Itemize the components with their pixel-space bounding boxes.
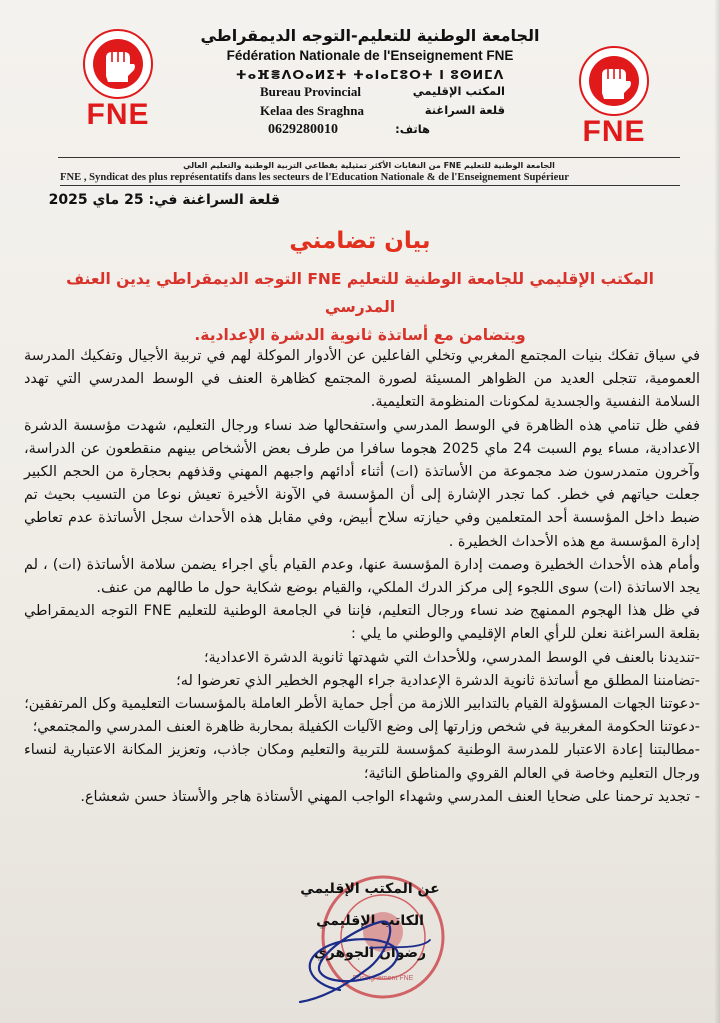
logo-text: FNE: [582, 115, 646, 148]
city-fr: Kelaa des Sraghna: [260, 103, 365, 118]
document-title: بيان تضامني: [289, 228, 431, 254]
letterhead: [190, 26, 550, 140]
document-body: [24, 345, 700, 809]
arabic-title: الجامعة الوطنية للتعليم-التوجه الديمقراطي: [200, 26, 540, 45]
paragraph-incident: ففي ظل تنامي هذه الظاهرة في الوسط المدرسي واستفحالها ضد نساء ورجال التعليم، شهدت مؤسسة الدشرة الاعدادية، مساء يوم السبت 24 ماي 2025 هجوما سافرا من طرف بعض الأشخاص بينهم منقطعون عن الدراسة، وآخرون متمدرسون ضد مجموعة من الأساتذة (ات) أثناء أدائهم واجبهم المهني وقذفهم بحجارة من الحجم الكبير جعلت حياتهم في خطر. كما تجدر الإشارة إلى أن المؤسسة في الآونة الأخيرة تعيش نوعا من التسيب بحيث تم ضبط داخل المؤسسة أحد المتعلمين وفي حيازته سلاح أبيض، وفي مقابل هذه الأحداث سجل الأساتذة عدم تعاطي إدارة المؤسسة مع هذه الأحداث الخطيرة .: [24, 417, 701, 550]
header-rule-arabic: الجامعة الوطنية للتعليم FNE من النقابات الأكثر تمثيلية بقطاعي التربية الوطنية والتعليم العالي: [58, 157, 680, 170]
closing-on-behalf: عن المكتب الإقليمي: [300, 881, 440, 897]
list-item: -دعوتنا الجهات المسؤولة القيام بالتدابير اللازمة من أجل حماية الأطر العاملة بالمؤسسات التعليمية وكل المرتفقين؛: [24, 696, 700, 713]
bureau-row: [190, 84, 550, 101]
document-subtitle: [30, 265, 690, 349]
phone-row: [190, 122, 550, 140]
document-date: قلعة السراغنة في: 25 ماي 2025: [48, 192, 280, 208]
list-item: -دعوتنا الحكومة المغربية في شخص وزارتها إلى وضع الآليات الكفيلة بمحاربة ظاهرة العنف المدرسي والمجتمعي؛: [32, 719, 700, 736]
svg-text:Enseignement FNE: Enseignement FNE: [352, 975, 414, 982]
closing-name: رضوان الجوهري: [313, 945, 427, 961]
paragraph-context: في سياق تفكك بنيات المجتمع المغربي وتخلي الفاعلين عن الأدوار الموكلة لهم في تربية الأجيال وتفكيك المدرسة العمومية، تتجلى العديد من الظواهر المسيئة لصورة المجتمع كظاهرة العنف في الوسط المدرسي التي تهدد السلامة النفسية والجسدية لمكونات المنظومة التعليمية.: [24, 348, 700, 411]
header-rule-french: FNE , Syndicat des plus représentatifs dans les secteurs de l'Education Nationale & de l'Enseignement Supérieur: [60, 172, 680, 186]
phone-number: 0629280010: [268, 122, 338, 137]
subtitle-line-2: ويتضامن مع أساتذة ثانوية الدشرة الإعدادية.: [194, 326, 526, 344]
french-title: Fédération Nationale de l'Enseignement FNE: [226, 48, 514, 63]
page-edge-shadow: [714, 0, 720, 1023]
handwritten-signature: [270, 900, 470, 1010]
city-row: [190, 103, 550, 120]
phone-label: هاتف:: [395, 122, 430, 136]
list-item: - تجديد ترحمنا على ضحايا العنف المدرسي وشهداء الواجب المهني الأستاذة هاجر والأستاذ حسن شعشاع.: [80, 788, 700, 805]
logo-text: FNE: [86, 98, 150, 131]
signature-icon: [270, 900, 470, 1010]
tifinagh-title: ⵜⴰⴼⴻⴷⵔⴰⵍⵉⵜ ⵜⴰⵏⴰⵎⵓⵔⵜ ⵏ ⵓⵙⵍⵎⴷ: [235, 67, 505, 82]
fne-logo-left: [62, 28, 174, 131]
list-item: -مطالبتنا إعادة الاعتبار للمدرسة الوطنية كمؤسسة للتربية والتعليم ومكان جاذب، وتعزيز المكانة الاعتبارية لنساء ورجال التعليم وخاصة في العالم القروي والمناطق النائية؛: [24, 742, 700, 782]
fne-logo-right: [558, 45, 670, 148]
bureau-ar: المكتب الإقليمي: [412, 84, 505, 98]
paragraph-declaration: في ظل هذا الهجوم الممنهج ضد نساء ورجال التعليم، فإننا في الجامعة الوطنية للتعليم FNE التوجه الديمقراطي بقلعة السراغنة نعلن للرأي العام الإقليمي والوطني ما يلي :: [24, 603, 700, 643]
list-item: -تضامننا المطلق مع أساتذة ثانوية الدشرة الإعدادية جراء الهجوم الخطير الذي تعرضوا له؛: [176, 672, 700, 689]
subtitle-line-1: المكتب الإقليمي للجامعة الوطنية للتعليم FNE التوجه الديمقراطي يدين العنف المدرسي: [66, 270, 654, 316]
list-item: -تنديدنا بالعنف في الوسط المدرسي، وللأحداث التي شهدتها ثانوية الدشرة الاعدادية؛: [203, 649, 700, 666]
closing-role: الكاتب الإقليمي: [316, 913, 424, 929]
paragraph-response: وأمام هذه الأحداث الخطيرة وصمت إدارة المؤسسة عنها، وعدم القيام بأي اجراء يضمن سلامة الأساتذة (ات) ، لم يجد الاساتذة (ات) سوى اللجوء إلى مركز الدرك الملكي، والقيام بوضع شكاية حول ما طالهم من عنف.: [24, 556, 700, 597]
city-ar: قلعة السراغنة: [424, 103, 505, 117]
bureau-fr: Bureau Provincial: [260, 84, 361, 99]
